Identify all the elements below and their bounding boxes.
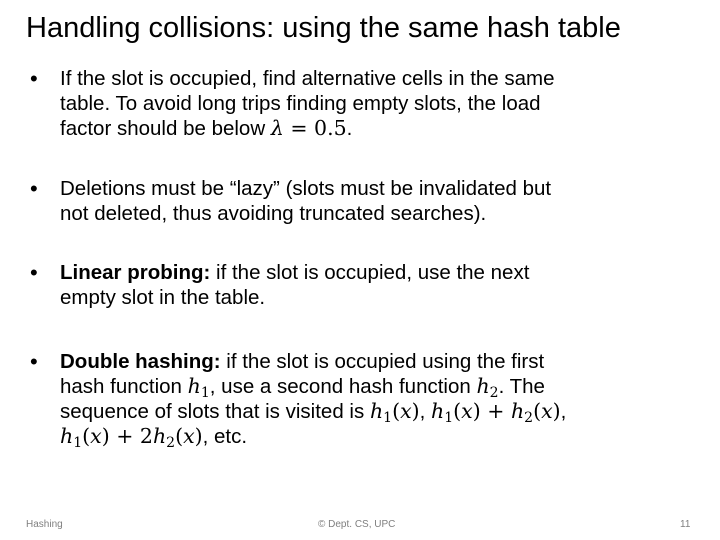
bullet-list: [30, 66, 690, 449]
footer-topic: Hashing: [26, 519, 63, 530]
bullet-text: if the slot is occupied, use the next: [210, 261, 530, 284]
footer-copyright: © Dept. CS, UPC: [318, 519, 396, 530]
bullet-double-hashing: [30, 349, 690, 449]
term-linear-probing: Linear probing:: [60, 261, 211, 284]
slide-title: Handling collisions: using the same hash table: [26, 12, 621, 44]
bullet-dot-icon: •: [30, 176, 38, 201]
bullet-line: [60, 374, 690, 399]
lambda-symbol: λ: [270, 116, 284, 140]
bullet-text: factor should be below: [60, 117, 271, 140]
bullet-line: table. To avoid long trips finding empty slots, the load: [60, 92, 541, 115]
bullet-line: not deleted, thus avoiding truncated searches).: [60, 202, 487, 225]
bullet-lazy-deletion: [30, 176, 690, 260]
bullet-dot-icon: •: [30, 66, 38, 91]
bullet-text: ,: [560, 400, 567, 423]
bullet-linear-probing: [30, 260, 690, 349]
bullet-text: hash function: [60, 375, 188, 398]
bullet-text: sequence of slots that is visited is: [60, 400, 370, 423]
math-h1: $h_1$: [187, 374, 210, 401]
bullet-text: .: [346, 117, 353, 140]
bullet-dot-icon: •: [30, 260, 38, 285]
bullet-text: ,: [419, 400, 432, 423]
bullet-line: If the slot is occupied, find alternative cells in the same: [60, 67, 555, 90]
bullet-line: Deletions must be “lazy” (slots must be invalidated but: [60, 177, 552, 200]
term-double-hashing: Double hashing:: [60, 350, 221, 373]
bullet-text: if the slot is occupied using the first: [220, 350, 545, 373]
math-h1-of-x: $h_1(x)$: [369, 399, 420, 426]
bullet-line: [60, 399, 690, 424]
bullet-text: , etc.: [202, 425, 248, 448]
footer-page-number: 11: [680, 519, 691, 530]
bullet-text: , use a second hash function: [209, 375, 477, 398]
bullet-line: [60, 349, 690, 374]
bullet-line: [60, 116, 690, 141]
math-h2: $h_2$: [476, 374, 499, 401]
bullet-text: . The: [498, 375, 545, 398]
bullet-line: [60, 424, 690, 449]
math-h1-plus-2h2: $h_1(x) + 2h_2(x)$: [60, 424, 203, 451]
bullet-dot-icon: •: [30, 349, 38, 374]
bullet-line: empty slot in the table.: [60, 286, 266, 309]
bullet-line: [60, 260, 690, 285]
bullet-load-factor: [30, 66, 690, 176]
math-equals-value: = 0.5: [283, 116, 347, 140]
math-h1-plus-h2: $h_1(x) + h_2(x)$: [431, 399, 561, 426]
math-lambda: [271, 116, 347, 140]
